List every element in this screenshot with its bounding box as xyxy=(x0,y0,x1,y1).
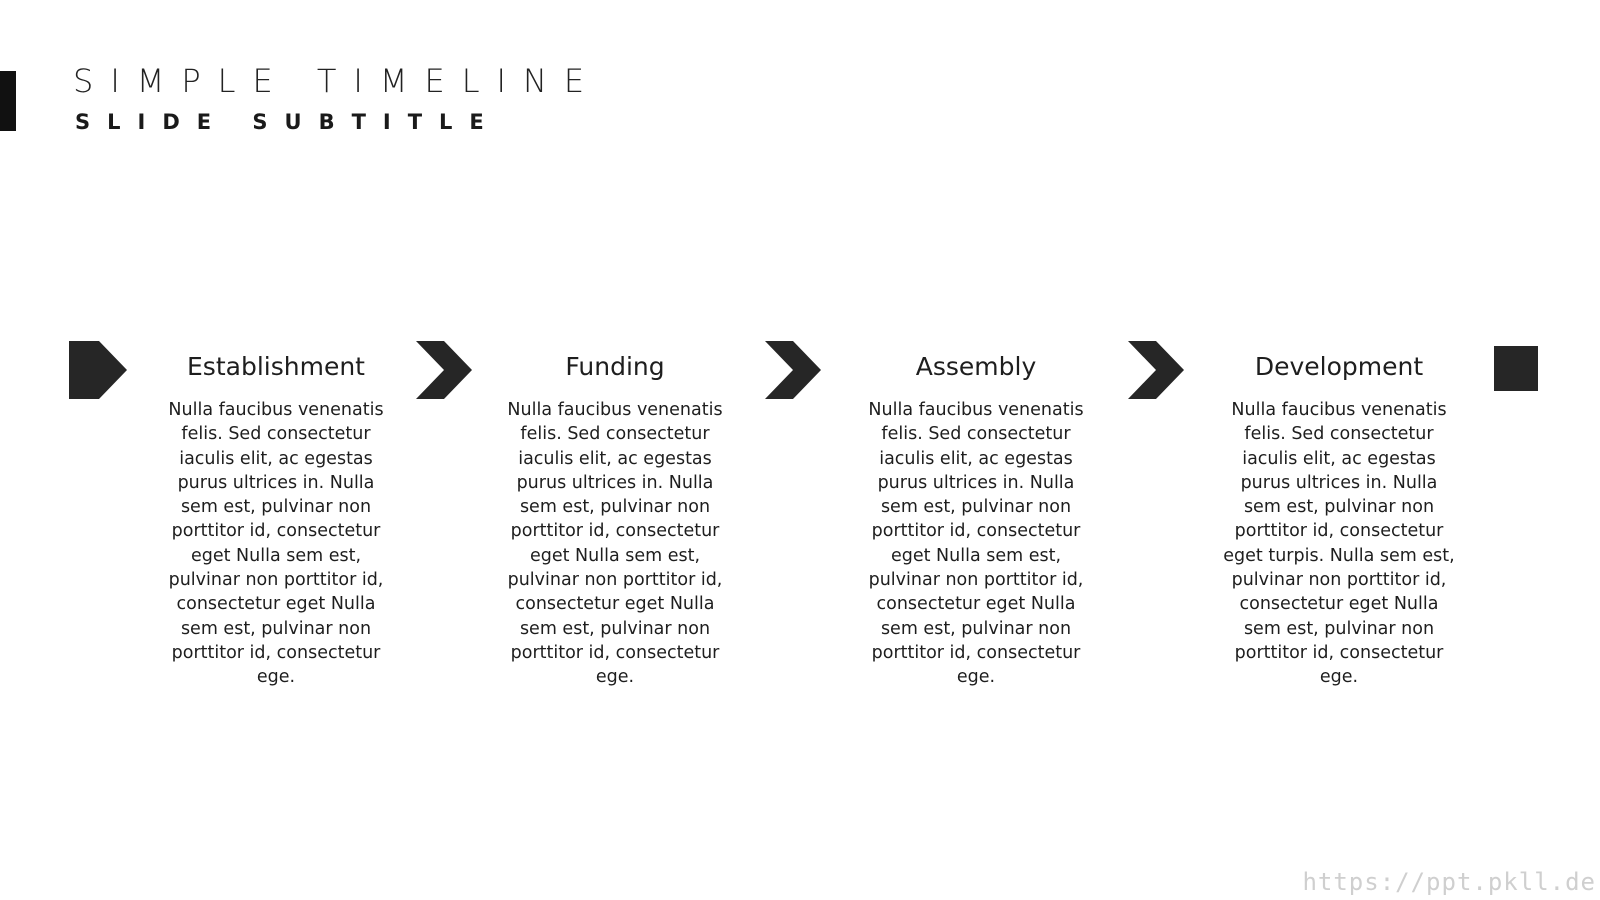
step-description: Nulla faucibus venenatis felis. Sed consectetur iaculis elit, ac egestas purus ultrices in. Nulla sem est, pulvinar non porttitor id, consectetur eget Nulla sem est, pulvinar non porttitor id, consectetur eget Nulla sem est, pulvinar non porttitor id, consectetur ege. xyxy=(507,400,723,688)
title-accent-bar xyxy=(0,71,16,131)
chevron-marker-3 xyxy=(1128,341,1186,399)
step-description: Nulla faucibus venenatis felis. Sed consectetur iaculis elit, ac egestas purus ultrices in. Nulla sem est, pulvinar non porttitor id, consectetur eget Nulla sem est, pulvinar non porttitor id, consectetur eget Nulla sem est, pulvinar non porttitor id, consectetur ege. xyxy=(868,400,1084,688)
step-title: Assembly xyxy=(915,352,1037,381)
chevron-marker-2 xyxy=(765,341,823,399)
slide-title: SIMPLE TIMELINE xyxy=(73,62,602,100)
step-description: Nulla faucibus venenatis felis. Sed consectetur iaculis elit, ac egestas purus ultrices in. Nulla sem est, pulvinar non porttitor id, consectetur eget Nulla sem est, pulvinar non porttitor id, consectetur eget Nulla sem est, pulvinar non porttitor id, consectetur ege. xyxy=(168,400,384,688)
step-title: Funding xyxy=(565,352,665,381)
chevron-marker-1 xyxy=(416,341,474,399)
slide-subtitle: SLIDE SUBTITLE xyxy=(75,110,501,134)
timeline-step-3 xyxy=(846,348,1106,690)
step-title: Establishment xyxy=(187,352,365,381)
step-description: Nulla faucibus venenatis felis. Sed consectetur iaculis elit, ac egestas purus ultrices in. Nulla sem est, pulvinar non porttitor id, consectetur eget turpis. Nulla sem est, pulvinar non porttitor id, consectetur eget Nulla sem est, pulvinar non porttitor id, consectetur ege. xyxy=(1223,400,1455,688)
timeline-step-4 xyxy=(1209,348,1469,690)
step-title: Development xyxy=(1254,352,1424,381)
end-square-marker xyxy=(1494,346,1538,391)
timeline-step-2 xyxy=(485,348,745,690)
timeline-step-1 xyxy=(146,348,406,690)
start-pentagon-marker xyxy=(69,341,127,399)
watermark-url: https://ppt.pkll.de xyxy=(1302,868,1596,896)
